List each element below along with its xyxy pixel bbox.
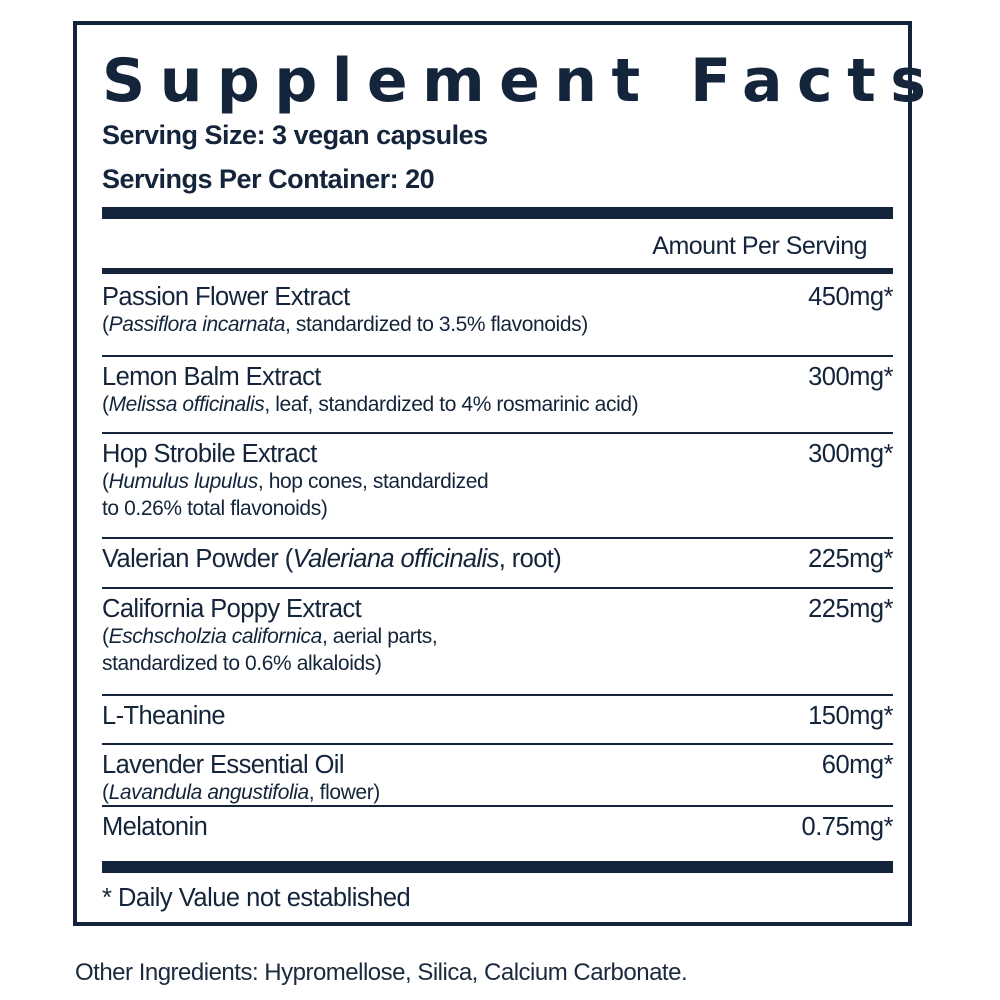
description-text: standardized to 0.6% alkaloids) [102,652,382,675]
description-text: ( [102,470,109,493]
ingredient-amount: 300mg* [808,363,893,391]
supplement-facts-panel [73,21,941,926]
header-divider-bar [102,268,893,274]
ingredient-name-text: Valerian Powder [102,545,279,573]
ingredient-inline-description: ( [278,545,293,573]
ingredient-name [102,594,361,624]
description-text: , leaf, standardized to 4% rosmarinic acid) [264,393,639,416]
ingredient-name [102,812,207,842]
ingredient-description [102,623,437,650]
ingredient-name [102,362,321,392]
ingredient-description [102,779,380,806]
ingredient-name-text: Lavender Essential Oil [102,751,344,779]
ingredient-name-text: Melatonin [102,813,208,841]
amount-per-serving-header: Amount Per Serving [652,232,867,260]
panel-title: Supplement Facts [102,46,941,116]
description-text: , hop cones, standardized [257,470,489,493]
ingredient-amount: 0.75mg* [801,813,893,841]
servings-per-container: Servings Per Container: 20 [102,164,435,194]
serving-size: Serving Size: 3 vegan capsules [102,120,488,150]
description-text: ( [102,625,109,648]
other-ingredients: Other Ingredients: Hypromellose, Silica, Calcium Carbonate. [75,959,688,986]
ingredient-name [102,282,350,312]
ingredient-row [102,539,893,589]
daily-value-footnote: * Daily Value not established [102,884,411,912]
description-text: ( [102,781,109,804]
ingredient-inline-description: , root) [498,545,562,573]
ingredient-name-text: L-Theanine [102,702,226,730]
ingredient-row [102,357,893,434]
bottom-divider-bar [102,861,893,873]
ingredient-name [102,750,344,780]
top-divider-bar [102,207,893,219]
ingredient-row [102,589,893,696]
ingredient-amount: 150mg* [808,702,893,730]
botanical-name: Lavandula angustifolia [108,781,309,804]
ingredient-amount: 450mg* [808,283,893,311]
ingredient-description [102,391,638,418]
ingredient-row [102,807,893,861]
ingredient-description [102,311,588,338]
ingredient-table [102,277,893,861]
ingredient-amount: 225mg* [808,595,893,623]
description-text: , standardized to 3.5% flavonoids) [285,313,588,336]
description-text: , aerial parts, [321,625,438,648]
ingredient-name [102,439,317,469]
botanical-name: Eschscholzia californica [108,625,322,648]
description-text: , flower) [308,781,380,804]
description-text: ( [102,393,109,416]
ingredient-name-text: California Poppy Extract [102,595,362,623]
description-text: to 0.26% total flavonoids) [102,497,328,520]
ingredient-amount: 225mg* [808,545,893,573]
ingredient-row [102,696,893,745]
ingredient-description [102,468,488,495]
ingredient-amount: 300mg* [808,440,893,468]
ingredient-row [102,277,893,357]
botanical-name: Passiflora incarnata [108,313,286,336]
botanical-name: Melissa officinalis [108,393,265,416]
ingredient-name [102,544,561,574]
botanical-name: Humulus lupulus [108,470,258,493]
ingredient-name [102,701,225,731]
ingredient-name-text: Hop Strobile Extract [102,440,317,468]
ingredient-inline-description: Valeriana officinalis [292,545,499,573]
ingredient-row [102,745,893,807]
ingredient-row [102,434,893,539]
ingredient-description [102,495,327,522]
description-text: ( [102,313,109,336]
ingredient-description [102,650,381,677]
ingredient-name-text: Passion Flower Extract [102,283,350,311]
ingredient-name-text: Lemon Balm Extract [102,363,321,391]
ingredient-amount: 60mg* [821,751,893,779]
